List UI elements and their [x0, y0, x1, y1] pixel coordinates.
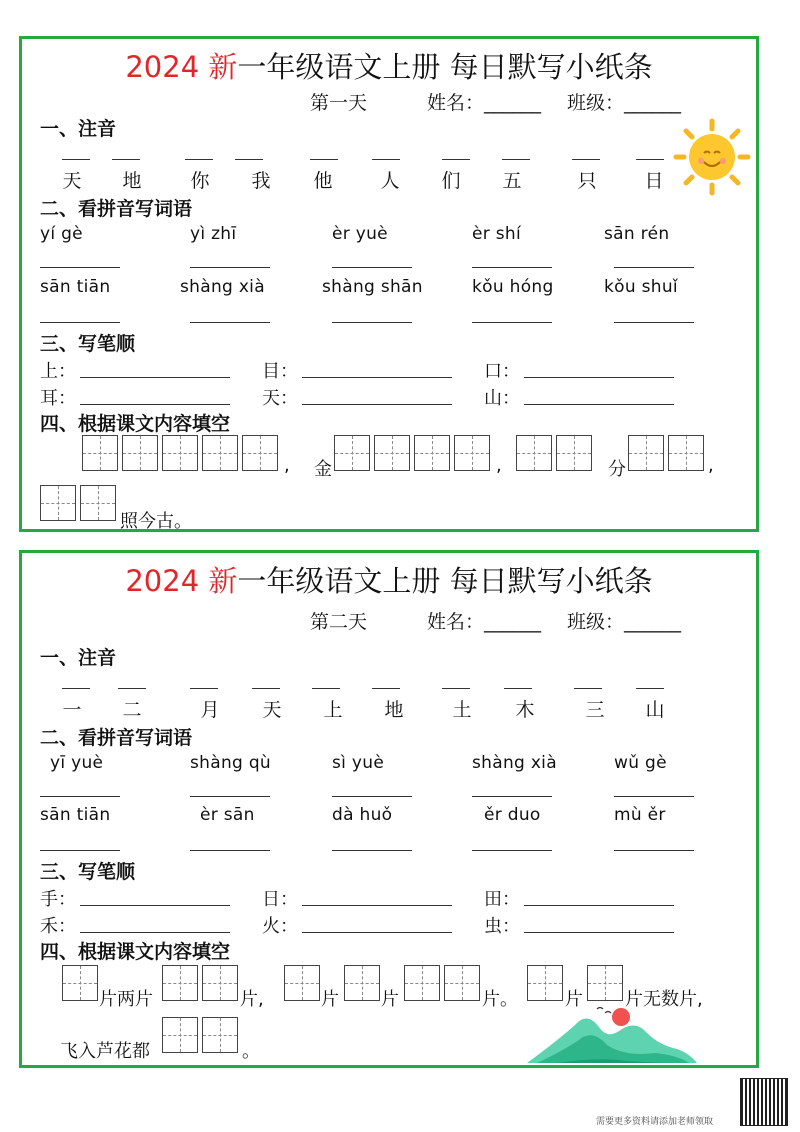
answer-line[interactable]: [502, 159, 530, 160]
pinyin-item: sān tiān: [40, 277, 111, 297]
name-field[interactable]: 姓名：______: [427, 611, 542, 633]
fill-text: ,: [496, 455, 502, 476]
word-answer-line[interactable]: [472, 322, 552, 323]
tian-grid-box[interactable]: [62, 965, 98, 1001]
pinyin-item: èr yuè: [332, 224, 388, 244]
word-answer-line[interactable]: [40, 322, 120, 323]
tian-grid-box[interactable]: [40, 485, 76, 521]
word-answer-line[interactable]: [614, 267, 694, 268]
tian-grid-box[interactable]: [284, 965, 320, 1001]
stroke-answer-line[interactable]: [80, 377, 230, 378]
char-7: 五: [502, 170, 522, 192]
answer-line[interactable]: [636, 159, 664, 160]
pinyin-item: mù ěr: [614, 805, 666, 825]
char-0: 一: [62, 699, 82, 721]
word-answer-line[interactable]: [40, 796, 120, 797]
sun-icon: [672, 117, 752, 197]
pinyin-item: dà huǒ: [332, 805, 393, 825]
section-4-heading: 四、根据课文内容填空: [40, 413, 231, 435]
char-2: 月: [200, 699, 220, 721]
fill-text: 金: [314, 459, 332, 480]
pinyin-item: shàng shān: [322, 277, 423, 297]
word-answer-line[interactable]: [190, 322, 270, 323]
answer-line[interactable]: [235, 159, 263, 160]
tian-grid-box[interactable]: [444, 965, 480, 1001]
fill-text: 。: [242, 1041, 260, 1062]
char-5: 人: [380, 170, 400, 192]
char-6: 们: [441, 170, 461, 192]
fill-text: ,: [708, 455, 714, 476]
char-9: 山: [645, 699, 665, 721]
tian-grid-box[interactable]: [162, 965, 198, 1001]
tian-grid-box[interactable]: [122, 435, 158, 471]
char-1: 二: [122, 699, 142, 721]
stroke-label: 山：: [484, 388, 520, 409]
pinyin-item: sān tiān: [40, 805, 111, 825]
answer-line[interactable]: [312, 688, 340, 689]
tian-grid-box[interactable]: [374, 435, 410, 471]
stroke-answer-line[interactable]: [302, 905, 452, 906]
answer-line[interactable]: [62, 688, 90, 689]
worksheet-title: 2024 新一年级语文上册 每日默写小纸条: [125, 50, 653, 84]
pinyin-item: shàng xià: [472, 753, 557, 773]
word-answer-line[interactable]: [614, 850, 694, 851]
tian-grid-box[interactable]: [162, 1017, 198, 1053]
word-answer-line[interactable]: [472, 850, 552, 851]
tian-grid-box[interactable]: [587, 965, 623, 1001]
char-5: 地: [384, 699, 404, 721]
pinyin-item: sì yuè: [332, 753, 385, 773]
fill-text: 片: [381, 989, 399, 1010]
fill-text: 片。: [482, 989, 518, 1010]
word-answer-line[interactable]: [332, 850, 412, 851]
class-field[interactable]: 班级：______: [567, 611, 682, 633]
char-0: 天: [62, 170, 82, 192]
answer-line[interactable]: [118, 688, 146, 689]
answer-line[interactable]: [442, 159, 470, 160]
word-answer-line[interactable]: [332, 796, 412, 797]
pinyin-item: yì zhī: [190, 224, 237, 244]
answer-line[interactable]: [62, 159, 90, 160]
section-1-heading: 一、注音: [40, 647, 117, 669]
fill-text: 片: [321, 989, 339, 1010]
answer-line[interactable]: [310, 159, 338, 160]
answer-line[interactable]: [190, 688, 218, 689]
tian-grid-box[interactable]: [454, 435, 490, 471]
answer-line[interactable]: [112, 159, 140, 160]
stroke-label: 耳：: [40, 388, 76, 409]
tian-grid-box[interactable]: [516, 435, 552, 471]
stroke-label: 手：: [40, 889, 76, 910]
fill-text: 照今古。: [120, 511, 192, 532]
word-answer-line[interactable]: [472, 796, 552, 797]
section-2-heading: 二、看拼音写词语: [40, 727, 193, 749]
char-6: 土: [452, 699, 472, 721]
mountain-landscape-icon: [527, 1001, 697, 1065]
answer-line[interactable]: [504, 688, 532, 689]
char-4: 他: [313, 170, 333, 192]
worksheet-day-2: [19, 550, 759, 1068]
word-answer-line[interactable]: [332, 267, 412, 268]
char-3: 天: [262, 699, 282, 721]
qr-code[interactable]: [740, 1078, 788, 1126]
pinyin-item: shàng qù: [190, 753, 271, 773]
answer-line[interactable]: [574, 688, 602, 689]
stroke-answer-line[interactable]: [302, 932, 452, 933]
day-label: 第二天: [310, 611, 368, 633]
name-field[interactable]: 姓名：______: [427, 92, 542, 114]
stroke-label: 火：: [262, 916, 298, 937]
fill-text: 片两片: [99, 989, 153, 1010]
stroke-answer-line[interactable]: [80, 932, 230, 933]
pinyin-item: ěr duo: [484, 805, 541, 825]
char-4: 上: [323, 699, 343, 721]
stroke-answer-line[interactable]: [524, 377, 674, 378]
pinyin-item: yí gè: [40, 224, 83, 244]
section-3-heading: 三、写笔顺: [40, 333, 136, 355]
char-1: 地: [122, 170, 142, 192]
worksheet-day-1: [19, 36, 759, 532]
char-9: 日: [644, 170, 664, 192]
pinyin-item: yī yuè: [50, 753, 104, 773]
tian-grid-box[interactable]: [527, 965, 563, 1001]
class-field[interactable]: 班级：______: [567, 92, 682, 114]
word-answer-line[interactable]: [614, 796, 694, 797]
fill-text: ,: [284, 455, 290, 476]
stroke-answer-line[interactable]: [302, 404, 452, 405]
pinyin-item: èr sān: [200, 805, 255, 825]
char-3: 我: [251, 170, 271, 192]
answer-line[interactable]: [372, 688, 400, 689]
answer-line[interactable]: [572, 159, 600, 160]
pinyin-item: sān rén: [604, 224, 670, 244]
tian-grid-box[interactable]: [404, 965, 440, 1001]
stroke-answer-line[interactable]: [524, 404, 674, 405]
answer-line[interactable]: [252, 688, 280, 689]
tian-grid-box[interactable]: [334, 435, 370, 471]
stroke-answer-line[interactable]: [524, 932, 674, 933]
stroke-label: 目：: [262, 361, 298, 382]
answer-line[interactable]: [636, 688, 664, 689]
tian-grid-box[interactable]: [202, 435, 238, 471]
tian-grid-box[interactable]: [80, 485, 116, 521]
stroke-label: 口：: [484, 361, 520, 382]
word-answer-line[interactable]: [190, 267, 270, 268]
pinyin-item: wǔ gè: [614, 753, 667, 773]
pinyin-item: shàng xià: [180, 277, 265, 297]
tian-grid-box[interactable]: [162, 435, 198, 471]
char-8: 只: [577, 170, 597, 192]
stroke-label: 田：: [484, 889, 520, 910]
fill-text: 片无数片,: [625, 989, 703, 1010]
char-2: 你: [190, 170, 210, 192]
word-answer-line[interactable]: [614, 322, 694, 323]
tian-grid-box[interactable]: [202, 1017, 238, 1053]
word-answer-line[interactable]: [190, 796, 270, 797]
pinyin-item: kǒu shuǐ: [604, 277, 678, 297]
tian-grid-box[interactable]: [202, 965, 238, 1001]
stroke-answer-line[interactable]: [80, 905, 230, 906]
pinyin-item: kǒu hóng: [472, 277, 554, 297]
word-answer-line[interactable]: [190, 850, 270, 851]
fill-text: 飞入芦花都: [60, 1041, 150, 1062]
tian-grid-box[interactable]: [242, 435, 278, 471]
day-label: 第一天: [310, 92, 368, 114]
stroke-answer-line[interactable]: [80, 404, 230, 405]
tian-grid-box[interactable]: [556, 435, 592, 471]
stroke-answer-line[interactable]: [524, 905, 674, 906]
word-answer-line[interactable]: [40, 267, 120, 268]
stroke-label: 禾：: [40, 916, 76, 937]
char-8: 三: [585, 699, 605, 721]
word-answer-line[interactable]: [40, 850, 120, 851]
fill-text: 片: [565, 989, 583, 1010]
answer-line[interactable]: [185, 159, 213, 160]
word-answer-line[interactable]: [472, 267, 552, 268]
stroke-label: 天：: [262, 388, 298, 409]
answer-line[interactable]: [372, 159, 400, 160]
section-3-heading: 三、写笔顺: [40, 861, 136, 883]
footer-note: 需要更多资料请添加老师领取: [596, 1117, 714, 1127]
section-1-heading: 一、注音: [40, 118, 117, 140]
stroke-label: 虫：: [484, 916, 520, 937]
answer-line[interactable]: [442, 688, 470, 689]
stroke-label: 日：: [262, 889, 298, 910]
tian-grid-box[interactable]: [668, 435, 704, 471]
tian-grid-box[interactable]: [628, 435, 664, 471]
tian-grid-box[interactable]: [82, 435, 118, 471]
pinyin-item: èr shí: [472, 224, 522, 244]
worksheet-title: 2024 新一年级语文上册 每日默写小纸条: [125, 564, 653, 598]
section-4-heading: 四、根据课文内容填空: [40, 941, 231, 963]
char-7: 木: [515, 699, 535, 721]
fill-text: 分: [608, 459, 626, 480]
tian-grid-box[interactable]: [344, 965, 380, 1001]
stroke-answer-line[interactable]: [302, 377, 452, 378]
fill-text: 片,: [240, 989, 264, 1010]
tian-grid-box[interactable]: [414, 435, 450, 471]
section-2-heading: 二、看拼音写词语: [40, 198, 193, 220]
word-answer-line[interactable]: [332, 322, 412, 323]
stroke-label: 上：: [40, 361, 76, 382]
